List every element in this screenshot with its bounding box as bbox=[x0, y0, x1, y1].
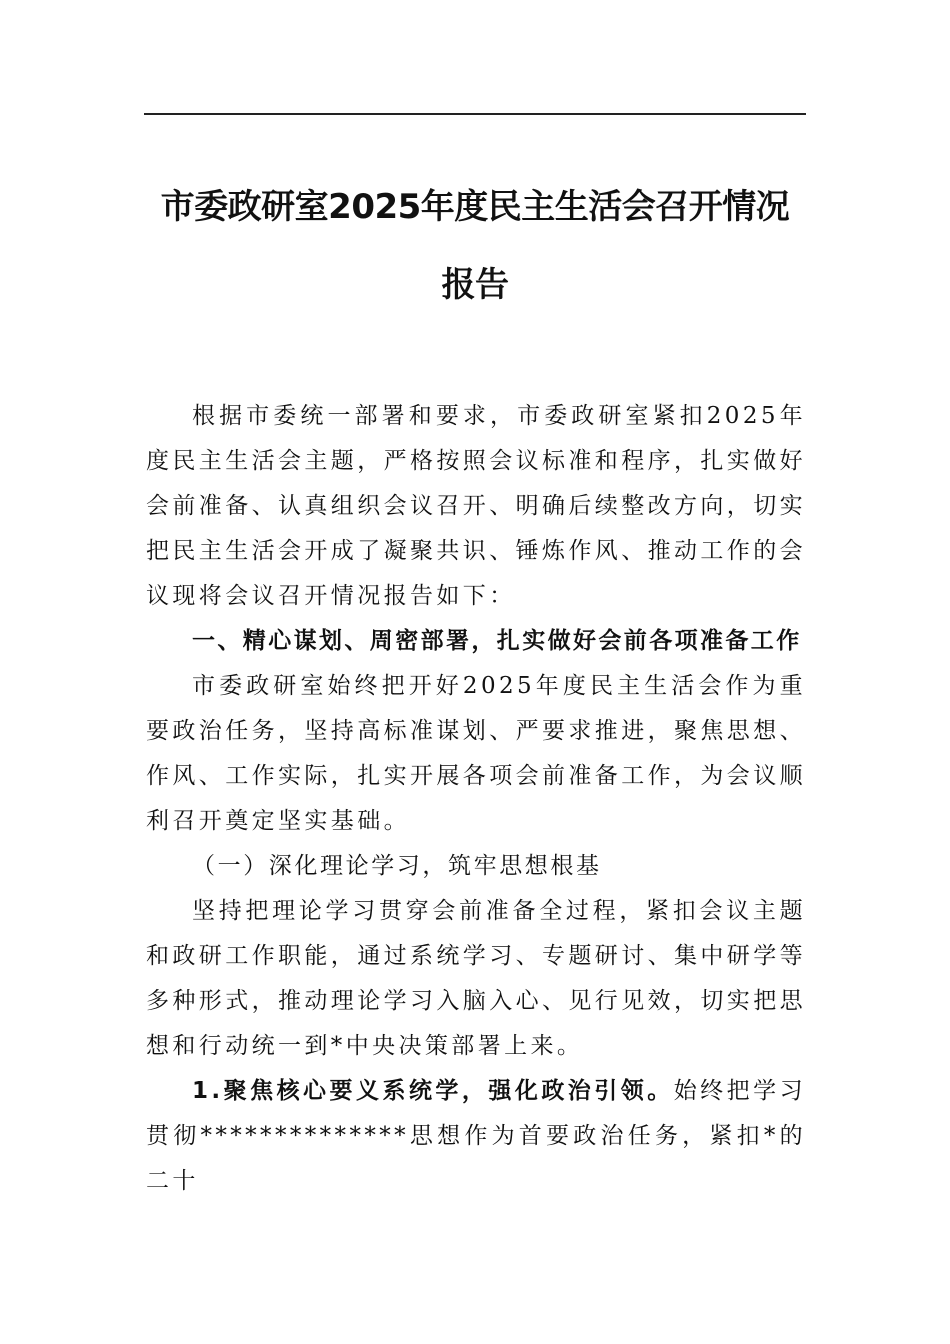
header-rule bbox=[144, 113, 806, 115]
title-line-2: 报告 bbox=[441, 265, 509, 305]
title-line-1: 市委政研室2025年度民主生活会召开情况 bbox=[160, 187, 790, 227]
item-1-lead: 1.聚焦核心要义系统学，强化政治引领。 bbox=[192, 1078, 674, 1104]
document-title bbox=[144, 168, 806, 324]
item-1-text: 始终把学习贯彻**************思想作为首要政治任务，紧扣*的二十 bbox=[146, 1078, 807, 1194]
section-heading-1: 一、精心谋划、周密部署，扎实做好会前各项准备工作 bbox=[192, 628, 802, 654]
item-1-paragraph bbox=[146, 1069, 806, 1204]
intro-paragraph: 根据市委统一部署和要求，市委政研室紧扣2025年度民主生活会主题，严格按照会议标准和程序，扎实做好会前准备、认真组织会议召开、明确后续整改方向，切实把民主生活会开成了凝聚共识、锤炼作风、推动工作的会议现将会议召开情况报告如下： bbox=[146, 403, 806, 609]
subsection-1-paragraph: 坚持把理论学习贯穿会前准备全过程，紧扣会议主题和政研工作职能，通过系统学习、专题研讨、集中研学等多种形式，推动理论学习入脑入心、见行见效，切实把思想和行动统一到*中央决策部署上来。 bbox=[146, 898, 806, 1059]
document-body bbox=[146, 394, 806, 1204]
section-1-paragraph: 市委政研室始终把开好2025年度民主生活会作为重要政治任务，坚持高标准谋划、严要求推进，聚焦思想、作风、工作实际，扎实开展各项会前准备工作，为会议顺利召开奠定坚实基础。 bbox=[146, 673, 806, 834]
subsection-heading-1: （一）深化理论学习，筑牢思想根基 bbox=[192, 853, 602, 879]
